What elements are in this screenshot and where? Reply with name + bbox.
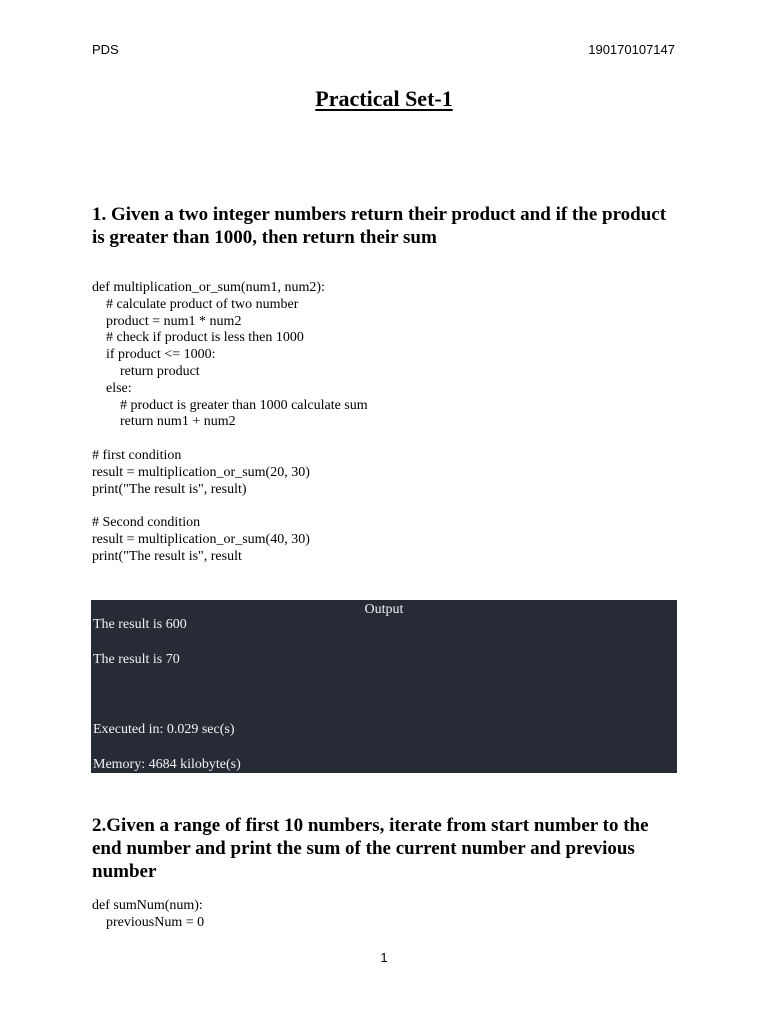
- code-line: def sumNum(num):: [92, 898, 203, 913]
- code-line: previousNum = 0: [92, 914, 205, 930]
- code-line: print("The result is", result): [92, 481, 247, 497]
- code-line: # Second condition: [92, 515, 201, 531]
- code-line: print("The result is", result: [92, 548, 242, 564]
- output-line: The result is 70: [93, 652, 180, 667]
- output-line: [93, 686, 241, 704]
- output-line: [93, 634, 241, 652]
- output-panel: [91, 600, 677, 773]
- code-line: # check if product is less then 1000: [92, 330, 304, 346]
- output-lines: [93, 616, 241, 774]
- header-right: 190170107147: [588, 42, 675, 57]
- code-line: [92, 498, 682, 515]
- code-block-2: [92, 898, 682, 932]
- code-line: result = multiplication_or_sum(40, 30): [92, 531, 310, 547]
- page-number: 1: [380, 950, 388, 965]
- code-line: else:: [92, 380, 132, 396]
- output-line: Memory: 4684 kilobyte(s): [93, 757, 241, 772]
- code-line: if product <= 1000:: [92, 347, 216, 363]
- code-line: result = multiplication_or_sum(20, 30): [92, 464, 310, 480]
- output-line: [93, 669, 241, 687]
- code-line: product = num1 * num2: [92, 313, 242, 329]
- code-line: [92, 431, 682, 448]
- header-left: PDS: [92, 42, 119, 57]
- code-block-1: [92, 280, 682, 566]
- code-line: return product: [92, 363, 200, 379]
- output-line: The result is 600: [93, 617, 187, 632]
- code-line: def multiplication_or_sum(num1, num2):: [92, 280, 325, 295]
- code-line: # calculate product of two number: [92, 296, 299, 312]
- page-title: Practical Set-1: [315, 86, 453, 111]
- output-line: Executed in: 0.029 sec(s): [93, 722, 235, 737]
- question-2: 2.Given a range of first 10 numbers, iterate from start number to the end number and print the sum of the current number and previous number: [92, 815, 649, 882]
- output-title: Output: [364, 602, 404, 617]
- code-line: return num1 + num2: [92, 414, 236, 430]
- question-1: 1. Given a two integer numbers return their product and if the product is greater than 1000, then return their sum: [92, 204, 667, 248]
- code-line: # product is greater than 1000 calculate sum: [92, 397, 368, 413]
- output-line: [93, 704, 241, 722]
- output-line: [93, 739, 241, 757]
- code-line: # first condition: [92, 447, 182, 463]
